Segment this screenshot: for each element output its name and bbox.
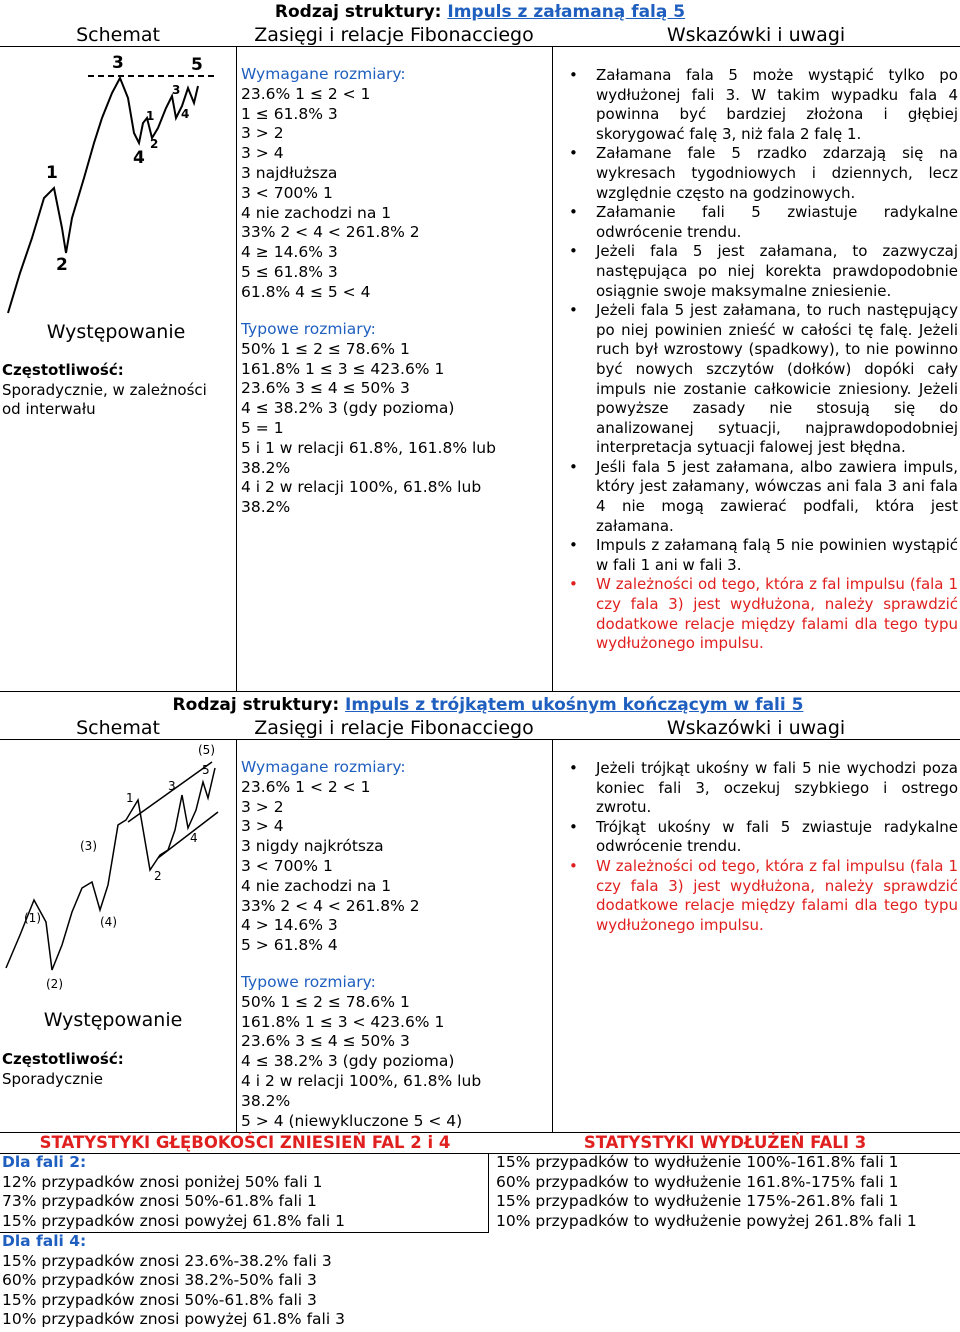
section2-occurrence-label: Występowanie <box>43 1009 183 1031</box>
stats-right-title: STATYSTYKI WYDŁUŻEŃ FALI 3 <box>583 1133 867 1152</box>
section2-notes <box>596 759 958 935</box>
chart1-label: 1 <box>46 163 58 183</box>
section1-required: Wymagane rozmiary: 23.6% 1 ≤ 2 < 1 1 ≤ 61.8% 3 3 > 2 3 > 4 3 najdłuższa 3 < 700% 1 4 nie zachodzi na 1 33% 2 < 4 < 261.8% 2 4 ≥ 14.6% 3 5 ≤ 61.8% 3 61.8% 4 ≤ 5 < 4 <box>241 65 420 301</box>
chart2-label: (2) <box>46 977 63 990</box>
note-item: • Jeśli fala 5 jest załamana, albo zawiera impuls, który jest załamany, wówczas ani fala 3 ani fala 4 nie mogą zawierać podfali, która jest załamana. <box>596 458 958 536</box>
chart2-label: 2 <box>154 869 162 883</box>
section2-typical: Typowe rozmiary: 50% 1 ≤ 2 ≤ 78.6% 1 161.8% 1 ≤ 3 < 423.6% 1 23.6% 3 ≤ 4 ≤ 50% 3 4 ≤ 38.2% 3 (gdy pozioma) 4 i 2 w relacji 100%, 61.8% lub 38.2% 5 > 4 (niewykluczone 5 < 4) <box>241 973 482 1130</box>
section2-wave-chart <box>0 740 232 990</box>
chart2-label: (5) <box>198 743 215 757</box>
chart1-label: 4 <box>133 148 145 168</box>
section2-header-notes: Wskazówki i uwagi <box>666 717 846 739</box>
chart1-label: 4 <box>181 107 190 121</box>
chart2-label: 5 <box>202 763 210 777</box>
chart2-label: (1) <box>24 911 41 925</box>
chart2-label: 3 <box>168 779 176 793</box>
chart2-label: (3) <box>80 839 97 853</box>
section1-typical: Typowe rozmiary: 50% 1 ≤ 2 ≤ 78.6% 1 161.8% 1 ≤ 3 ≤ 423.6% 1 23.6% 3 ≤ 4 ≤ 50% 3 4 ≤ 38.2% 3 (gdy pozioma) 5 = 1 5 i 1 w relacji 61.8%, 161.8% lub 38.2% 4 i 2 w relacji 100%, 61.8% lub 38.2% <box>241 320 496 517</box>
chart1-label: 2 <box>56 255 68 275</box>
section2-title: Rodzaj struktury: Impuls z trójkątem ukośnym kończącym w fali 5 <box>172 695 804 715</box>
stats-wave4: Dla fali 4: 15% przypadków znosi 23.6%-38.2% fali 3 60% przypadków znosi 38.2%-50% fali 3 15% przypadków znosi 50%-61.8% fali 3 10% przypadków znosi powyżej 61.8% fali 3 <box>2 1232 345 1329</box>
note-item: • Załamane fale 5 rzadko zdarzają się na wykresach tygodniowych i dziennych, lecz względnie często na godzinowych. <box>596 144 958 203</box>
stats-wave2: Dla fali 2: 12% przypadków znosi poniżej 50% fali 1 73% przypadków znosi 50%-61.8% fali 1 15% przypadków znosi powyżej 61.8% fali 1 <box>2 1153 345 1230</box>
note-item: • Jeżeli trójkąt ukośny w fali 5 nie wychodzi poza koniec fali 3, oczekuj szybkiego i ostrego zwrotu. <box>596 759 958 818</box>
note-item: • Trójkąt ukośny w fali 5 zwiastuje radykalne odwrócenie trendu. <box>596 818 958 857</box>
stats-left-title: STATYSTYKI GŁĘBOKOŚCI ZNIESIEŃ FAL 2 i 4 <box>39 1133 451 1152</box>
section1-frequency: Częstotliwość: Sporadycznie, w zależności od interwału <box>2 361 207 418</box>
section2-header-fibonacci: Zasięgi i relacje Fibonacciego <box>254 717 534 739</box>
note-item: • Jeżeli fala 5 jest załamana, to ruch następujący po niej powinien znieść w całości tę falę. Jeżeli ruch był wzrostowy (spadkowy), to nie powinno być nowych szczytów (dołków) dopóki cały impuls nie zostanie całkowicie zniesiony. Jeżeli powyższe zasady nie stosują się do analizowanej sytuacji, najprawdopodobniej interpretacja sytuacji falowej jest błędna. <box>596 301 958 458</box>
chart1-label: 5 <box>191 55 203 75</box>
note-item: • Impuls z załamaną falą 5 nie powinien wystąpić w fali 1 ani w fali 3. <box>596 536 958 575</box>
note-item: • Jeżeli fala 5 jest załamana, to zazwyczaj następująca po niej korekta prawdopodobnie osiągnie swoje maksymalne zniesienie. <box>596 242 958 301</box>
note-item: • W zależności od tego, która z fal impulsu (fala 1 czy fala 3) jest wydłużona, należy sprawdzić dodatkowe relacje między falami dla tego typu wydłużonego impulsu. <box>596 857 958 935</box>
chart1-label: 2 <box>150 137 159 151</box>
chart1-label: 3 <box>172 83 181 97</box>
chart1-label: 1 <box>146 109 155 123</box>
section1-header-notes: Wskazówki i uwagi <box>666 24 846 46</box>
note-item: • W zależności od tego, która z fal impulsu (fala 1 czy fala 3) jest wydłużona, należy sprawdzić dodatkowe relacje między falami dla tego typu wydłużonego impulsu. <box>596 575 958 653</box>
section1-title: Rodzaj struktury: Impuls z załamaną falą 5 <box>274 2 686 22</box>
note-item: • Załamanie fali 5 zwiastuje radykalne odwrócenie trendu. <box>596 203 958 242</box>
stats-wave3-extension: 15% przypadków to wydłużenie 100%-161.8% fali 1 60% przypadków to wydłużenie 161.8%-175% fali 1 15% przypadków to wydłużenie 175%-261.8% fali 1 10% przypadków to wydłużenie powyżej 261.8% fali 1 <box>496 1153 917 1230</box>
section2-required: Wymagane rozmiary: 23.6% 1 < 2 < 1 3 > 2 3 > 4 3 nigdy najkrótsza 3 < 700% 1 4 nie zachodzi na 1 33% 2 < 4 < 261.8% 2 4 > 14.6% 3 5 > 61.8% 4 <box>241 758 420 955</box>
section1-occurrence-label: Występowanie <box>46 321 186 343</box>
chart2-label: (4) <box>100 915 117 929</box>
chart1-label: 3 <box>112 53 124 73</box>
section1-header-schemat: Schemat <box>76 24 160 46</box>
section2-frequency: Częstotliwość: Sporadycznie <box>2 1050 124 1088</box>
chart2-label: 1 <box>126 791 134 805</box>
chart2-label: 4 <box>190 831 198 845</box>
section1-notes <box>596 66 958 654</box>
section1-wave-chart <box>0 48 232 324</box>
section2-header-schemat: Schemat <box>76 717 160 739</box>
section1-header-fibonacci: Zasięgi i relacje Fibonacciego <box>254 24 534 46</box>
note-item: • Załamana fala 5 może wystąpić tylko po wydłużonej fali 3. W takim wypadku fala 4 powinna być bardziej złożona i głębiej skorygować falę 3, niż fala 2 falę 1. <box>596 66 958 144</box>
